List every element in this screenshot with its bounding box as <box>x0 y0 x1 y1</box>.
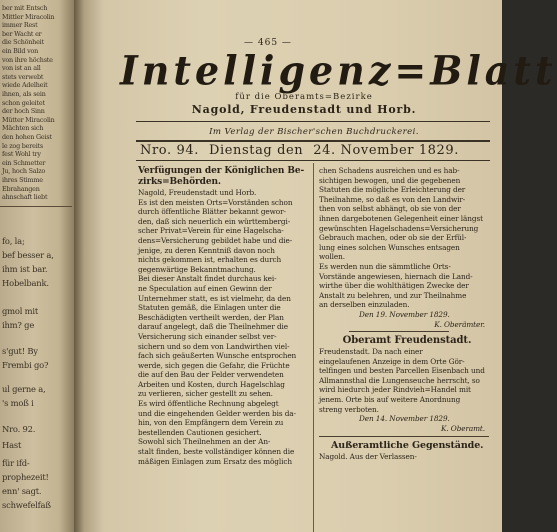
left-page-fragment <box>0 0 74 532</box>
left-page-line: stets verwebt <box>2 72 44 81</box>
left-page-line: schon geleitet <box>2 98 45 107</box>
text-line: gegenwärtige Bekanntmachung. <box>138 264 256 274</box>
text-line: Freudenstadt. Da nach einer <box>319 347 423 357</box>
left-page-line: ihm? ge <box>2 320 35 330</box>
text-line: chen Schadens ausreichen und es hab- <box>319 166 460 175</box>
text-line: scher Privat=Verein für eine Hagelscha- <box>138 226 284 236</box>
text-line: Beschädigten vertheilt werden, der Plan <box>138 312 284 322</box>
text-sect: Außeramtliche Gegenstände. <box>331 440 484 452</box>
left-page-line: der hoch Sinn <box>2 107 45 116</box>
text-line: ne Speculation auf einen Gewinn der <box>138 283 272 293</box>
text-line: Statuten die mögliche Erleichterung der <box>319 185 466 195</box>
left-page-line: enn' sagt. <box>2 486 42 496</box>
left-page-line: fo, la; <box>2 236 25 246</box>
text-line: werde, sich gegen die Gefahr, die Früchte <box>138 360 290 370</box>
issue-number: Nro. 94. <box>140 143 199 158</box>
rule-bottom <box>136 160 490 161</box>
left-page-line: Nro. 92. <box>2 424 36 434</box>
text-line: die auf den Bau der Felder verwendeten <box>138 370 284 380</box>
text-line: Versicherung sich einander selbst ver- <box>138 331 277 341</box>
left-page-line: ihm ist bar. <box>2 264 48 274</box>
text-line: telfingen und besten Parcellen Eisenbach und <box>319 366 485 376</box>
text-line: durch öffentliche Blätter bekannt gewor- <box>138 207 286 217</box>
text-date: Den 19. November 1829. <box>359 309 450 319</box>
text-line: Bei dieser Anstalt findet durchaus kei- <box>138 274 277 284</box>
rule-top <box>136 121 490 122</box>
text-line: Gebrauch machen, oder ob sie der Erfül- <box>319 233 467 243</box>
left-page-line: die Schönheit <box>2 38 44 47</box>
text-line: wirthe über die wohlthätigen Zwecke der <box>319 281 469 291</box>
text-line: wollen. <box>319 252 345 262</box>
left-page-line: ein Bild von <box>2 47 39 55</box>
text-date: Den 14. November 1829. <box>359 414 450 424</box>
publisher-line: Im Verlag der Bischer'schen Buchdruckerei. <box>209 127 419 137</box>
page-number: — 465 — <box>244 38 292 48</box>
text-head2c: Oberamt Freudenstadt. <box>342 335 472 347</box>
text-line: bestellenden Cautionen gesichert. <box>138 427 262 437</box>
text-line: sichtigen bewogen, und die gegebenen <box>319 175 461 185</box>
text-line: dens=Versicherung gebildet habe und die- <box>138 235 293 245</box>
text-line: den, daß sich neuerlich ein württembergi- <box>138 216 291 226</box>
left-page-line: wiede Adelheit <box>2 81 48 90</box>
text-head: Verfügungen der Königlichen Be- <box>138 166 305 176</box>
left-page-line: ihres Stimme <box>2 176 43 184</box>
text-line: und die eingehenden Gelder werden bis da- <box>138 408 296 418</box>
text-line: Unternehmer statt, es ist vielmehr, da den <box>138 293 291 303</box>
text-line: fach sich geäußerten Wunsche entsprochen <box>138 351 297 361</box>
text-line: Vorstände angewiesen, hiernach die Land- <box>319 271 473 281</box>
newspaper-page <box>74 0 557 532</box>
left-page-line: le zog bereits <box>2 141 43 150</box>
left-page-line: Mächten sich <box>2 124 44 133</box>
text-line: stalt finden, beste vollständiger können die <box>138 447 295 457</box>
left-page-line: Hobelbank. <box>2 278 49 288</box>
masthead-subtitle: für die Oberamts=Bezirke <box>235 92 373 102</box>
masthead-districts: Nagold, Freudenstadt und Horb. <box>191 103 417 116</box>
left-page-line: ber Wacht er <box>2 29 42 38</box>
left-page-line: prophezeit! <box>2 472 49 482</box>
issue-line <box>140 143 490 158</box>
text-line: Statuten gemäß, die Einlagen unter die <box>138 303 281 313</box>
column-left <box>138 166 308 466</box>
text-line: Es werden nun die sämmtliche Orts- <box>319 261 451 271</box>
issue-day: Dienstag den <box>208 143 304 158</box>
text-line: nichts gekommen ist, erhalten es durch <box>138 255 282 265</box>
text-line: mäßigen Einlagen zum Ersatz des möglich <box>138 456 292 466</box>
text-line: Nagold, Freudenstadt und Horb. <box>138 188 257 197</box>
text-line: lung eines solchen Wunsches entsagen <box>319 242 460 252</box>
section-divider <box>349 331 449 332</box>
text-line: jenem. Orte bis auf weitere Anordnung <box>319 395 461 405</box>
left-page-line: ein Schmetter <box>2 158 46 167</box>
left-page-line: Mittler Miracolin <box>2 12 55 21</box>
text-line: Sowohl sich Theilnehmen an der An- <box>138 437 271 447</box>
left-page-line: bef besser a, <box>2 250 54 260</box>
left-page-line: Mütter Miracolin <box>2 115 55 124</box>
left-page-line: gmol mit <box>2 306 39 316</box>
left-page-line: ahnschaft liebt <box>2 193 48 202</box>
text-line: Nagold. Aus der Verlassen- <box>319 452 417 462</box>
text-line: eingelaufenen Anzeige in dem Orte Gör- <box>319 356 465 366</box>
text-line: zu verlieren, sicher gestellt zu sehen. <box>138 389 273 399</box>
left-page-line: ul gerne a, <box>2 384 46 394</box>
text-line: Arbeiten und Kosten, durch Hagelschlag <box>138 379 285 389</box>
left-page-line: den hohen Geist <box>2 133 52 141</box>
left-page-line: immer Rest <box>2 21 38 30</box>
left-page-line: s'gut! By <box>2 346 38 356</box>
text-line: hin, von den Empfängern dem Verein zu <box>138 418 284 428</box>
left-page-line: für ifd- <box>2 458 30 468</box>
left-page-line: Ju, hoch Salzo <box>2 167 46 176</box>
text-sig: K. Oberamt. <box>441 423 485 433</box>
text-line: Theilnahme, so daß es von den Landwir- <box>319 194 466 204</box>
text-line: streng verboten. <box>319 404 379 414</box>
left-page-line: 's moß i <box>2 398 34 408</box>
left-page-line: von ihre höchste <box>2 55 53 64</box>
text-line: Anstalt zu belehren, und zur Theilnahme <box>319 290 467 300</box>
text-line: Es wird öffentliche Rechnung abgelegt <box>138 399 279 409</box>
column-right <box>319 166 495 462</box>
left-page-line: schwefelfaß <box>2 500 51 510</box>
section-divider <box>319 436 489 437</box>
text-line: jenige, zu deren Kenntniß davon noch <box>138 245 275 255</box>
text-line: gewünschten Hagelschadens=Versicherung <box>319 223 479 233</box>
left-page-line: von ist an all <box>2 64 41 73</box>
masthead-title: Intelligenz=Blatt <box>120 46 557 95</box>
binding-shadow <box>74 0 84 532</box>
left-page-line: Frembi go? <box>2 360 49 370</box>
text-line: sichern und so dem von Landwirthen viel- <box>138 341 290 351</box>
text-head: zirks=Behörden. <box>138 177 221 187</box>
left-page-line: ihnen, als sein <box>2 90 46 98</box>
text-sig: K. Oberämter. <box>434 319 485 329</box>
left-page-line: Hast <box>2 440 22 450</box>
rule-middle <box>136 140 490 142</box>
text-line: Allmannsthal die Lungenseuche herrscht, so <box>319 375 480 385</box>
text-line: wird hiedurch jeder Rindvieh=Handel mit <box>319 385 471 395</box>
left-page-line: Ebrahangen <box>2 184 40 193</box>
text-line: Es ist den meisten Orts=Vorständen schon <box>138 197 293 207</box>
left-page-line: fest Wohl try <box>2 150 41 159</box>
text-line: an derselben einzuladen. <box>319 300 410 310</box>
column-separator <box>313 163 314 532</box>
text-line: ihnen dargebotenen Gelegenheit einer längst <box>319 213 483 223</box>
left-page-line: ber mit Entsch <box>2 4 48 12</box>
left-page-rule <box>0 206 72 207</box>
text-line: darauf angelegt, daß die Theilnehmer die <box>138 322 289 332</box>
text-line: then von selbst abhängt, ob sie von der <box>319 204 461 214</box>
issue-date: 24. November 1829. <box>313 143 460 158</box>
